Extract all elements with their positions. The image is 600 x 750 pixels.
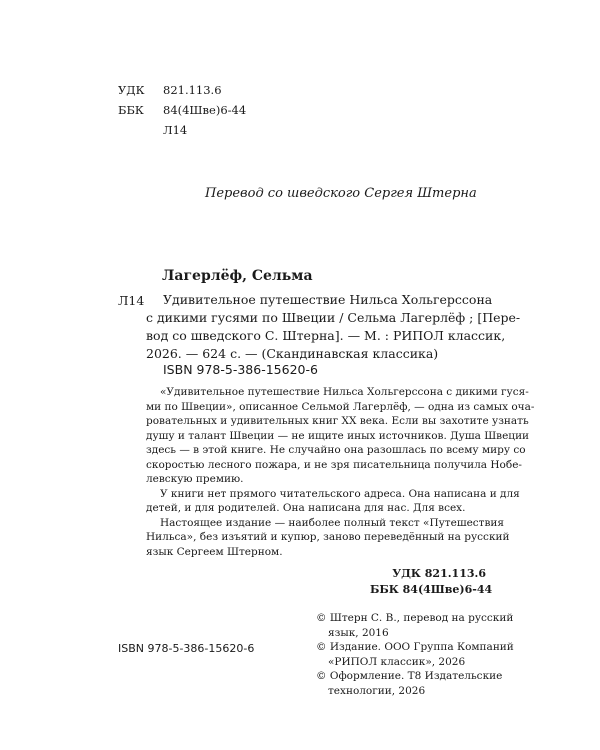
udk-code-right: УДК 821.113.6: [392, 567, 486, 580]
annotation-line: «Удивительное путешествие Нильса Хольгерссона с дикими гуся-: [160, 386, 529, 398]
annotation-line: душу и талант Швеции — не ищите иных источников. Душа Швеции: [146, 429, 530, 442]
annotation-line: детей, и для родителей. Она написана для нас. Для всех.: [146, 502, 466, 514]
annotation-line: ми по Швеции», описанное Сельмой Лагерлёф, — одна из самых оча-: [146, 400, 535, 413]
isbn-main: ISBN 978-5-386-15620-6: [163, 362, 318, 377]
annotation-line: язык Сергеем Штерном.: [146, 545, 283, 558]
author-mark-code: Л14: [163, 123, 188, 137]
biblio-line: Удивительное путешествие Нильса Хольгерссона: [163, 292, 493, 307]
udk-label: УДК: [118, 83, 145, 97]
biblio-line: вод со шведского С. Штерна]. — М. : РИПОЛ классик,: [146, 328, 506, 343]
annotation-line: скоростью лесного пожара, и не зря писательница получила Нобе-: [146, 458, 522, 471]
copyright-line: © Издание. ООО Группа Компаний: [316, 641, 514, 653]
annotation-line: Настоящее издание — наиболее полный текст «Путешествия: [160, 516, 505, 529]
annotation-line: Нильса», без изъятий и купюр, заново переведённый на русский: [146, 531, 510, 543]
bibliographic-description: [146, 291, 521, 363]
annotation-line: У книги нет прямого читательского адреса. Она написана и для: [160, 487, 520, 500]
catalog-code: Л14: [118, 293, 145, 308]
translation-note: Перевод со шведского Сергея Штерна: [205, 186, 477, 201]
udk-value: 821.113.6: [163, 83, 222, 97]
biblio-line: 2026. — 624 с. — (Скандинавская классика): [146, 346, 439, 361]
copyright-line: технологии, 2026: [328, 684, 426, 697]
copyright-block: [316, 611, 514, 698]
copyright-line: «РИПОЛ классик», 2026: [328, 655, 466, 668]
annotation: [146, 385, 535, 559]
udc-bbk-block: [370, 566, 493, 598]
bbk-code-right: ББК 84(4Шве)6-44: [370, 583, 493, 596]
copyright-line: © Штерн С. В., перевод на русский: [316, 612, 514, 624]
classification-block: [118, 80, 258, 140]
biblio-line: с дикими гусями по Швеции / Сельма Лагерлёф ; [Пере-: [146, 310, 521, 325]
annotation-line: ровательных и удивительных книг XX века. Если вы захотите узнать: [146, 415, 529, 427]
bbk-label: ББК: [118, 103, 144, 117]
copyright-line: © Оформление. Т8 Издательские: [316, 670, 503, 682]
copyright-line: язык, 2016: [328, 626, 389, 639]
bbk-value: 84(4Шве)6-44: [163, 103, 247, 117]
isbn-bottom: ISBN 978-5-386-15620-6: [118, 642, 255, 655]
annotation-line: левскую премию.: [146, 473, 244, 485]
author-heading: Лагерлёф, Сельма: [162, 268, 313, 284]
annotation-line: здесь — в этой книге. Не случайно она разошлась по всему миру со: [146, 444, 526, 456]
